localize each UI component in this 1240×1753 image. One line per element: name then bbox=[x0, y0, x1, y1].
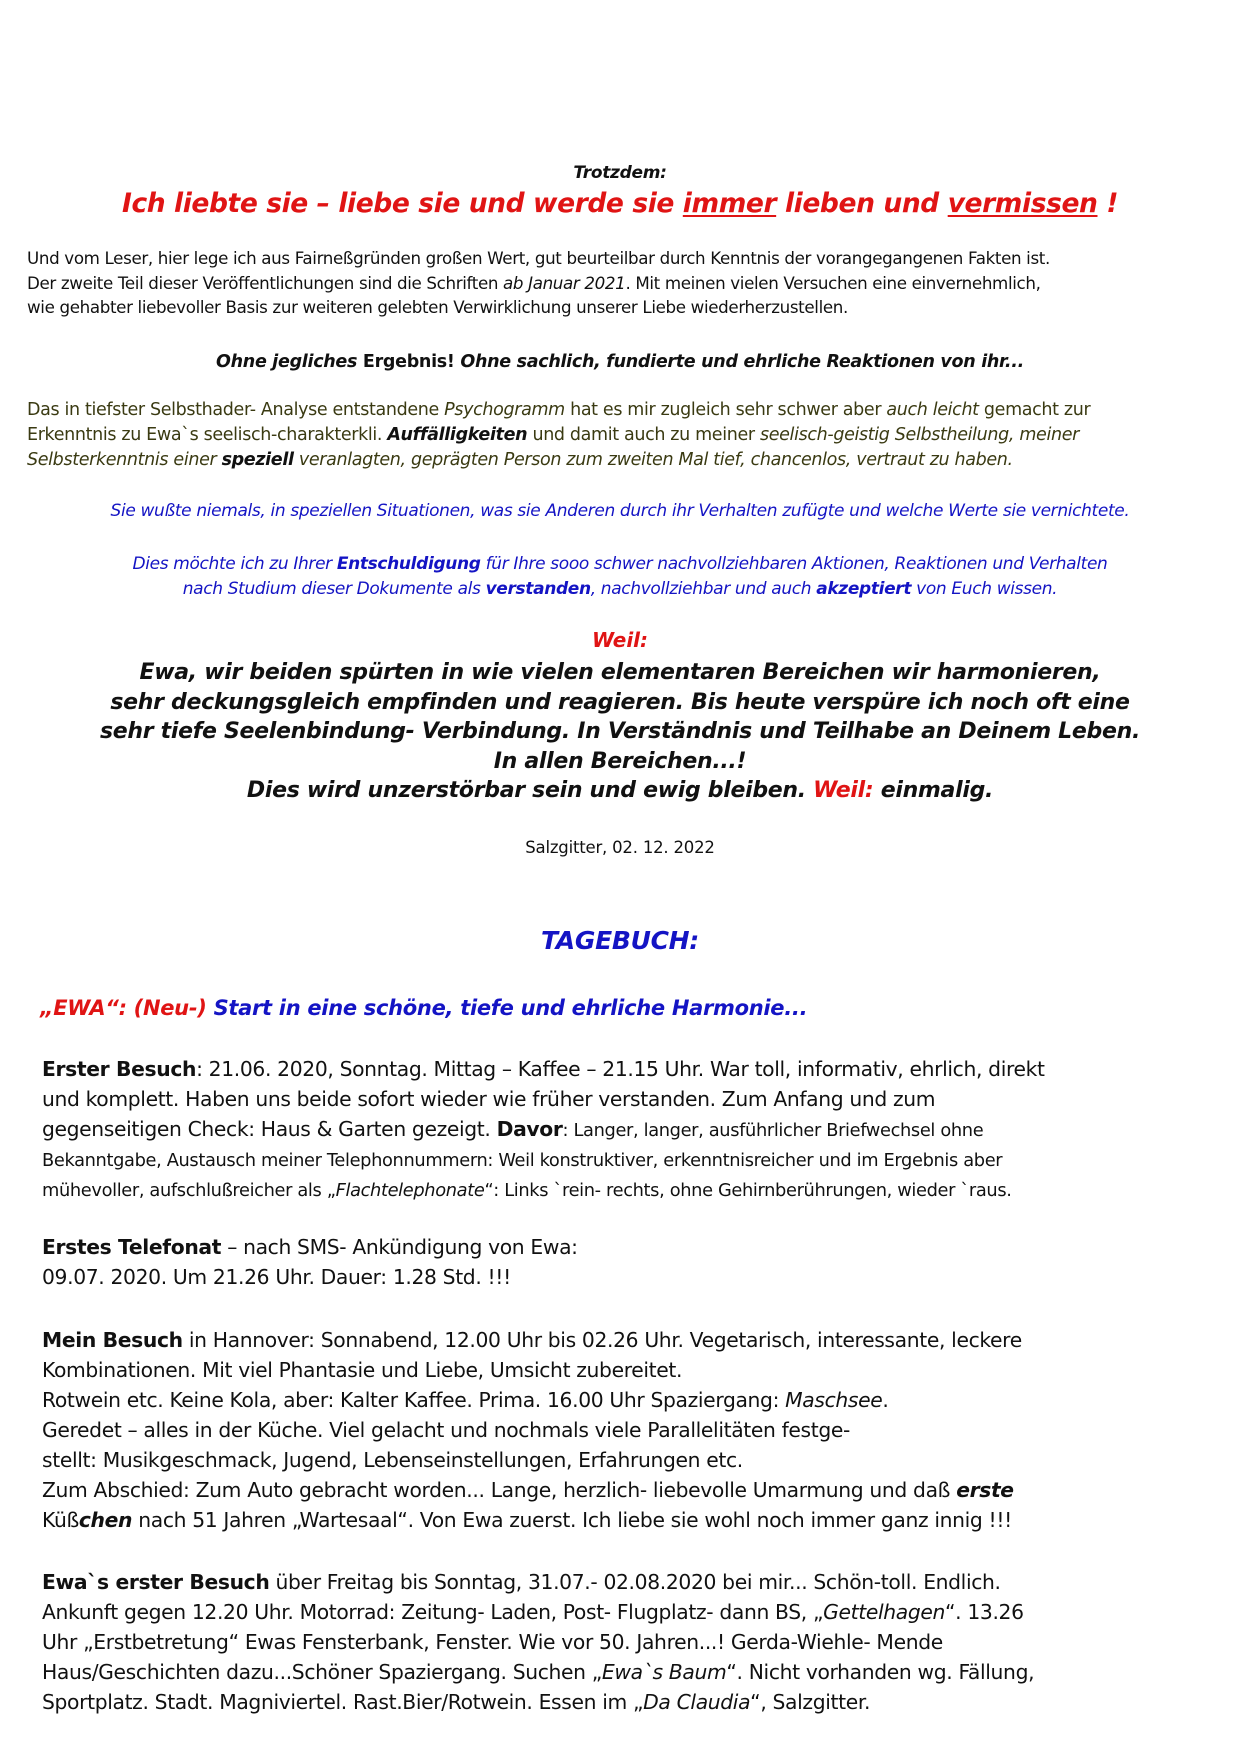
psycho-italic: auch leicht bbox=[886, 400, 979, 420]
dies-text: von Euch wissen. bbox=[911, 579, 1058, 599]
psycho-text: und damit auch zu meiner bbox=[527, 425, 760, 445]
dies-text: Dies möchte ich zu Ihrer bbox=[132, 554, 337, 574]
weil-line: sehr tiefe Seelenbindung- Verbindung. In Verständnis und Teilhabe an Deinem Leben. bbox=[99, 719, 1141, 744]
entry-text: nach 51 Jahren „Wartesaal“. Von Ewa zuerst. Ich liebe sie wohl noch immer ganz innig !!! bbox=[132, 1508, 1012, 1532]
entry-text: Haus/Geschichten dazu...Schöner Spaziergang. Suchen „ bbox=[42, 1660, 602, 1684]
psycho-bold: Auffälligkeiten bbox=[387, 425, 528, 445]
trotzdem-text: Trotzdem: bbox=[573, 163, 667, 183]
psycho-italic: Selbsterkenntnis einer bbox=[27, 450, 222, 470]
dies-line bbox=[0, 552, 1240, 577]
ergebnis-text: Ergebnis! bbox=[357, 352, 461, 372]
entry-line: Geredet – alles in der Küche. Viel gelacht und nochmals viele Parallelitäten festge- bbox=[42, 1418, 850, 1442]
entry-title: Ewa`s erster Besuch bbox=[42, 1570, 270, 1594]
intro-italic: ab Januar 2021 bbox=[503, 272, 626, 293]
entry-text: Rotwein etc. Keine Kola, aber: Kalter Kaffee. Prima. 16.00 Uhr Spaziergang: bbox=[42, 1388, 786, 1412]
psycho-text: hat es mir zugleich sehr schwer aber bbox=[564, 400, 887, 420]
entry-line: stellt: Musikgeschmack, Jugend, Lebenseinstellungen, Erfahrungen etc. bbox=[42, 1448, 743, 1472]
entry-italic: Da Claudia bbox=[643, 1690, 751, 1714]
entry-line bbox=[42, 1687, 1222, 1717]
dies-text: , nachvollziehbar und auch bbox=[590, 579, 817, 599]
entry-text: Sportplatz. Stadt. Magniviertel. Rast.Bier/Rotwein. Essen im „ bbox=[42, 1690, 644, 1714]
psycho-italic: seelisch-geistig Selbstheilung, meiner bbox=[759, 425, 1079, 445]
trotzdem-heading bbox=[0, 163, 1240, 183]
entry-text: “, Salzgitter. bbox=[750, 1690, 871, 1714]
entry-bold-italic: erste bbox=[956, 1478, 1014, 1502]
dies-text: für Ihre sooo schwer nachvollziehbaren Aktionen, Reaktionen und Verhalten bbox=[480, 554, 1108, 574]
ewa-heading-blue: Start in eine schöne, tiefe und ehrliche Harmonie... bbox=[213, 996, 808, 1020]
entry-line bbox=[42, 1232, 1222, 1262]
entry-text: : 21.06. 2020, Sonntag. Mittag – Kaffee – 21.15 Uhr. War toll, informativ, ehrlich, direkt bbox=[196, 1057, 1045, 1081]
entry-text: in Hannover: Sonnabend, 12.00 Uhr bis 02.26 Uhr. Vegetarisch, interessante, leckere bbox=[182, 1328, 1022, 1352]
psycho-line bbox=[27, 448, 1227, 473]
entry-italic: Gettelhagen bbox=[823, 1600, 945, 1624]
dies-bold: Entschuldigung bbox=[336, 554, 481, 574]
entry-line bbox=[42, 1385, 1222, 1415]
entry-line bbox=[42, 1176, 1222, 1206]
weil-heading bbox=[0, 628, 1240, 652]
diary-entry bbox=[42, 1054, 1222, 1206]
entry-line bbox=[42, 1475, 1222, 1505]
diary-entry bbox=[42, 1567, 1222, 1717]
entry-line: 09.07. 2020. Um 21.26 Uhr. Dauer: 1.28 Std. !!! bbox=[42, 1265, 511, 1289]
psycho-italic: veranlagten, geprägten Person zum zweiten Mal tief, chancenlos, vertraut zu haben. bbox=[293, 450, 1013, 470]
entry-text: “. 13.26 bbox=[945, 1600, 1024, 1624]
psycho-line bbox=[27, 423, 1227, 448]
entry-line bbox=[42, 1597, 1222, 1627]
intro-paragraph bbox=[27, 246, 1227, 320]
place-date-text: Salzgitter, 02. 12. 2022 bbox=[525, 838, 715, 857]
entry-line bbox=[42, 1054, 1222, 1084]
weil-line: In allen Bereichen...! bbox=[493, 748, 747, 774]
headline-underlined-immer: immer bbox=[682, 188, 777, 219]
weil-line: sehr deckungsgleich empfinden und reagieren. Bis heute verspüre ich noch oft eine bbox=[110, 689, 1130, 715]
headline-text: ! bbox=[1097, 188, 1119, 219]
wusste-text: Sie wußte niemals, in speziellen Situationen, was sie Anderen durch ihr Verhalten zufügte und welche Werte sie vernichtete. bbox=[110, 501, 1130, 521]
entschuldigung-paragraph bbox=[0, 552, 1240, 602]
entry-line bbox=[42, 1567, 1222, 1597]
weil-heading-text: Weil: bbox=[591, 628, 649, 652]
diary-entry bbox=[42, 1325, 1222, 1535]
dies-bold: akzeptiert bbox=[816, 579, 912, 599]
wusste-niemals-line bbox=[0, 501, 1240, 521]
entry-text: mühevoller, aufschlußreicher als „ bbox=[42, 1180, 336, 1201]
entry-line: Uhr „Erstbetretung“ Ewas Fensterbank, Fenster. Wie vor 50. Jahren...! Gerda-Wiehle- Mende bbox=[42, 1630, 943, 1654]
entry-bold-italic: chen bbox=[78, 1508, 133, 1532]
intro-line: wie gehabter liebevoller Basis zur weiteren gelebten Verwirklichung unserer Liebe wiederherzustellen. bbox=[27, 297, 848, 317]
tagebuch-heading bbox=[0, 926, 1240, 955]
entry-text: – nach SMS- Ankündigung von Ewa: bbox=[221, 1235, 578, 1259]
ewa-heading-red: „EWA“: (Neu-) bbox=[40, 996, 214, 1020]
weil-inline-red: Weil: bbox=[813, 778, 874, 803]
entry-text: “. Nicht vorhanden wg. Fällung, bbox=[726, 1660, 1035, 1684]
intro-text: Der zweite Teil dieser Veröffentlichungen sind die Schriften bbox=[27, 272, 504, 293]
psycho-text: gemacht zur bbox=[978, 400, 1091, 420]
entry-bold: Davor bbox=[496, 1117, 563, 1141]
weil-line: Ewa, wir beiden spürten in wie vielen elementaren Bereichen wir harmonieren, bbox=[139, 660, 1101, 685]
psycho-bold: speziell bbox=[221, 450, 294, 470]
entry-line bbox=[42, 1325, 1222, 1355]
entry-text: Ankunft gegen 12.20 Uhr. Motorrad: Zeitung- Laden, Post- Flugplatz- dann BS, „ bbox=[42, 1600, 824, 1624]
tagebuch-text: TAGEBUCH: bbox=[541, 926, 699, 955]
headline-text: Ich liebte sie – liebe sie und werde sie bbox=[121, 188, 683, 219]
entry-text: . bbox=[882, 1388, 889, 1412]
psycho-text: Erkenntnis zu Ewa`s seelisch-charakterkli. bbox=[27, 425, 388, 445]
psycho-line bbox=[27, 398, 1227, 423]
weil-line bbox=[0, 776, 1240, 806]
headline-underlined-vermissen: vermissen bbox=[947, 188, 1098, 219]
ohne-text: Ohne jegliches bbox=[216, 352, 358, 372]
ohne-ergebnis-line bbox=[0, 352, 1240, 372]
entry-title: Erstes Telefonat bbox=[42, 1235, 222, 1259]
intro-line: Und vom Leser, hier lege ich aus Fairneßgründen großen Wert, gut beurteilbar durch Kenntnis der vorangegangenen Fakten ist. bbox=[27, 248, 1050, 268]
entry-title: Erster Besuch bbox=[42, 1057, 197, 1081]
entry-line: Bekanntgabe, Austausch meiner Telephonnummern: Weil konstruktiver, erkenntnisreicher und im Ergebnis aber bbox=[42, 1150, 1003, 1171]
love-headline bbox=[0, 188, 1240, 219]
entry-line bbox=[42, 1657, 1222, 1687]
place-date bbox=[0, 838, 1240, 857]
ohne-text: Ohne sachlich, fundierte und ehrliche Reaktionen von ihr... bbox=[460, 352, 1024, 372]
ewa-heading bbox=[40, 996, 1220, 1020]
entry-line: Kombinationen. Mit viel Phantasie und Liebe, Umsicht zubereitet. bbox=[42, 1358, 683, 1382]
entry-text: gegenseitigen Check: Haus & Garten gezeigt. bbox=[42, 1117, 497, 1141]
entry-text: “: Links `rein- rechts, ohne Gehirnberührungen, wieder `raus. bbox=[484, 1180, 1012, 1201]
entry-line: und komplett. Haben uns beide sofort wieder wie früher verstanden. Zum Anfang und zum bbox=[42, 1087, 936, 1111]
dies-text: nach Studium dieser Dokumente als bbox=[182, 579, 486, 599]
psychogramm-paragraph bbox=[27, 398, 1227, 473]
entry-italic: Maschsee bbox=[785, 1388, 883, 1412]
weil-text: einmalig. bbox=[873, 778, 994, 803]
dies-line bbox=[0, 577, 1240, 602]
weil-paragraph bbox=[0, 658, 1240, 806]
entry-line bbox=[42, 1505, 1222, 1535]
psycho-italic: Psychogramm bbox=[444, 400, 565, 420]
entry-title: Mein Besuch bbox=[42, 1328, 183, 1352]
psycho-text: Das in tiefster Selbsthader- Analyse entstandene bbox=[27, 400, 445, 420]
entry-line bbox=[42, 1114, 1222, 1146]
headline-text: lieben und bbox=[776, 188, 948, 219]
entry-text: Küß bbox=[42, 1508, 79, 1532]
entry-text: : Langer, langer, ausführlicher Briefwechsel ohne bbox=[562, 1120, 984, 1141]
weil-text: Dies wird unzerstörbar sein und ewig bleiben. bbox=[246, 778, 814, 803]
intro-line bbox=[27, 271, 1227, 296]
entry-text: über Freitag bis Sonntag, 31.07.- 02.08.2020 bei mir... Schön-toll. Endlich. bbox=[269, 1570, 1001, 1594]
diary-entry bbox=[42, 1232, 1222, 1292]
entry-italic: Ewa`s Baum bbox=[601, 1660, 727, 1684]
entry-italic: Flachtelephonate bbox=[335, 1180, 485, 1201]
intro-text: . Mit meinen vielen Versuchen eine einvernehmlich, bbox=[625, 272, 1041, 293]
entry-text: Zum Abschied: Zum Auto gebracht worden... Lange, herzlich- liebevolle Umarmung und daß bbox=[42, 1478, 957, 1502]
dies-bold: verstanden bbox=[485, 579, 591, 599]
